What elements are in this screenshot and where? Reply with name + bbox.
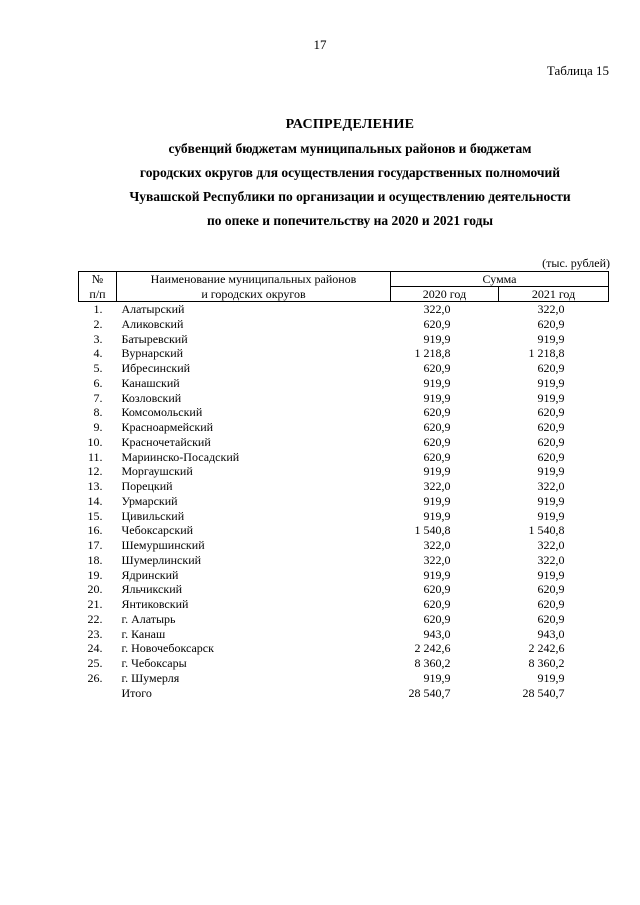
header-year-2020: 2020 год	[391, 287, 499, 302]
table-row	[79, 435, 609, 450]
row-district-name: г. Шумерля	[121, 670, 180, 685]
row-number: 8.	[93, 405, 103, 420]
row-number: 20.	[87, 582, 103, 597]
header-name-line2: и городских округов	[117, 287, 391, 302]
row-district-name: г. Алатырь	[121, 611, 176, 626]
row-number: 26.	[87, 670, 103, 685]
table-row	[79, 538, 609, 553]
row-value-2021: 919,9	[537, 567, 565, 582]
row-number: 2.	[93, 316, 103, 331]
table-row	[79, 582, 609, 597]
row-district-name: Батыревский	[121, 331, 188, 346]
row-value-2021: 620,9	[537, 597, 565, 611]
row-value-2021: 620,9	[537, 361, 565, 375]
row-value-2020: 620,9	[423, 361, 451, 375]
row-number: 22.	[87, 611, 103, 626]
row-value-2020: 919,9	[423, 508, 451, 523]
table-row	[79, 597, 609, 612]
header-name-line1: Наименование муниципальных районов	[117, 272, 391, 287]
row-number: 13.	[87, 479, 103, 493]
header-sum: Сумма	[391, 272, 609, 287]
row-district-name: Урмарский	[121, 493, 178, 508]
table-body	[79, 302, 609, 701]
row-district-name: г. Новочебоксарск	[121, 641, 214, 656]
row-value-2021: 322,0	[537, 538, 565, 552]
row-number: 15.	[87, 508, 103, 523]
row-value-2021: 322,0	[537, 552, 565, 567]
row-number: 1.	[93, 302, 103, 316]
row-value-2021: 919,9	[537, 375, 565, 390]
row-number: 10.	[87, 434, 103, 449]
row-value-2021: 8 360,2	[528, 656, 565, 670]
row-number: 12.	[87, 464, 103, 479]
row-district-name: Аликовский	[121, 316, 184, 331]
row-number: 6.	[93, 375, 103, 390]
row-value-2021: 620,9	[537, 449, 565, 464]
row-value-2021: 919,9	[537, 493, 565, 508]
row-district-name: Шумерлинский	[121, 552, 202, 567]
table-row	[79, 391, 609, 406]
row-value-2020: 620,9	[423, 316, 451, 331]
row-value-2020: 919,9	[423, 331, 451, 346]
row-number: 24.	[87, 641, 103, 656]
total-label: Итого	[121, 685, 152, 700]
row-district-name: Янтиковский	[121, 597, 189, 611]
page-number: 17	[313, 37, 327, 52]
header-num-line1: №	[79, 272, 117, 287]
row-district-name: Яльчикский	[121, 582, 183, 597]
row-value-2020: 620,9	[423, 582, 451, 597]
row-district-name: Вурнарский	[121, 346, 184, 361]
row-number: 16.	[87, 523, 103, 538]
row-value-2020: 919,9	[423, 670, 451, 685]
row-value-2020: 620,9	[423, 597, 451, 611]
table-row	[79, 671, 609, 686]
row-value-2020: 620,9	[423, 420, 451, 434]
row-value-2021: 943,0	[537, 626, 565, 641]
row-number: 18.	[87, 552, 103, 567]
row-district-name: Шемуршинский	[121, 538, 205, 552]
subtitle-line-2: городских округов для осуществления государственных полномочий	[139, 165, 561, 180]
table-row	[79, 612, 609, 627]
row-value-2020: 919,9	[423, 390, 451, 405]
row-district-name: Цивильский	[121, 508, 185, 523]
row-value-2020: 1 218,8	[414, 346, 451, 361]
row-value-2020: 620,9	[423, 405, 451, 420]
row-district-name: г. Чебоксары	[121, 656, 187, 670]
row-value-2021: 1 218,8	[528, 346, 565, 361]
row-value-2021: 322,0	[537, 479, 565, 493]
row-value-2021: 620,9	[537, 582, 565, 597]
subtitle-line-4: по опеке и попечительству на 2020 и 2021 годы	[207, 213, 493, 228]
row-number: 19.	[87, 567, 103, 582]
table-row	[79, 553, 609, 568]
row-number: 4.	[93, 346, 103, 361]
row-number: 11.	[87, 449, 103, 464]
row-number: 21.	[87, 597, 103, 611]
units-note: (тыс. рублей)	[542, 256, 610, 270]
row-value-2021: 919,9	[537, 390, 565, 405]
table-row	[79, 479, 609, 494]
row-value-2020: 919,9	[423, 375, 451, 390]
row-value-2020: 919,9	[423, 493, 451, 508]
row-number: 3.	[93, 331, 103, 346]
table-label: Таблица 15	[546, 63, 609, 78]
row-district-name: Красночетайский	[121, 434, 211, 449]
row-value-2021: 919,9	[537, 670, 565, 685]
table-row	[79, 317, 609, 332]
table-row	[79, 494, 609, 509]
row-district-name: г. Канаш	[121, 626, 166, 641]
table-row	[79, 509, 609, 524]
table-row	[79, 641, 609, 656]
row-value-2020: 943,0	[423, 626, 451, 641]
row-value-2020: 322,0	[423, 302, 451, 316]
row-value-2020: 322,0	[423, 552, 451, 567]
subtitle-line-1: субвенций бюджетам муниципальных районов и бюджетам	[168, 141, 532, 156]
document-title: РАСПРЕДЕЛЕНИЕ	[285, 117, 415, 132]
row-district-name: Ибресинский	[121, 361, 191, 375]
title-block	[60, 113, 640, 233]
table-row	[79, 376, 609, 391]
table-row	[79, 332, 609, 347]
row-number: 23.	[87, 626, 103, 641]
table-row	[79, 302, 609, 317]
table-row	[79, 450, 609, 465]
row-district-name: Комсомольский	[121, 405, 203, 420]
table-row	[79, 346, 609, 361]
row-value-2021: 620,9	[537, 316, 565, 331]
row-number: 25.	[87, 656, 103, 670]
row-district-name: Порецкий	[121, 479, 173, 493]
distribution-table	[78, 271, 609, 700]
row-district-name: Ядринский	[121, 567, 179, 582]
header-num-line2: п/п	[79, 287, 117, 302]
table-row	[79, 420, 609, 435]
row-value-2020: 8 360,2	[414, 656, 451, 670]
row-value-2021: 1 540,8	[528, 523, 565, 538]
row-value-2021: 620,9	[537, 405, 565, 420]
row-district-name: Козловский	[121, 390, 182, 405]
row-value-2020: 322,0	[423, 479, 451, 493]
row-value-2020: 620,9	[423, 611, 451, 626]
row-value-2020: 919,9	[423, 567, 451, 582]
table-row	[79, 656, 609, 671]
row-number: 17.	[87, 538, 103, 552]
row-value-2021: 620,9	[537, 434, 565, 449]
row-value-2021: 919,9	[537, 464, 565, 479]
row-value-2020: 2 242,6	[414, 641, 451, 656]
row-value-2021: 322,0	[537, 302, 565, 316]
row-value-2021: 919,9	[537, 331, 565, 346]
row-number: 14.	[87, 493, 103, 508]
row-value-2021: 620,9	[537, 611, 565, 626]
row-district-name: Мариинско-Посадский	[121, 449, 240, 464]
row-value-2021: 919,9	[537, 508, 565, 523]
table-row	[79, 405, 609, 420]
header-year-2021: 2021 год	[499, 287, 609, 302]
row-value-2020: 919,9	[423, 464, 451, 479]
row-value-2020: 1 540,8	[414, 523, 451, 538]
row-number: 5.	[93, 361, 103, 375]
row-value-2021: 620,9	[537, 420, 565, 434]
table-row	[79, 464, 609, 479]
total-value-2021: 28 540,7	[522, 685, 565, 700]
row-district-name: Моргаушский	[121, 464, 193, 479]
row-district-name: Канашский	[121, 375, 180, 390]
row-number: 7.	[93, 390, 103, 405]
row-value-2020: 620,9	[423, 449, 451, 464]
table-row	[79, 361, 609, 376]
total-value-2020: 28 540,7	[408, 685, 451, 700]
row-value-2020: 620,9	[423, 434, 451, 449]
total-row-empty-cell	[79, 686, 117, 701]
table-row	[79, 568, 609, 583]
row-district-name: Чебоксарский	[121, 523, 194, 538]
table-row	[79, 523, 609, 538]
total-row	[79, 686, 609, 701]
row-value-2021: 2 242,6	[528, 641, 565, 656]
row-value-2020: 322,0	[423, 538, 451, 552]
table-row	[79, 627, 609, 642]
subtitle-line-3: Чувашской Республики по организации и осуществлению деятельности	[129, 189, 571, 204]
row-district-name: Алатырский	[121, 302, 185, 316]
row-district-name: Красноармейский	[121, 420, 214, 434]
row-number: 9.	[93, 420, 103, 434]
